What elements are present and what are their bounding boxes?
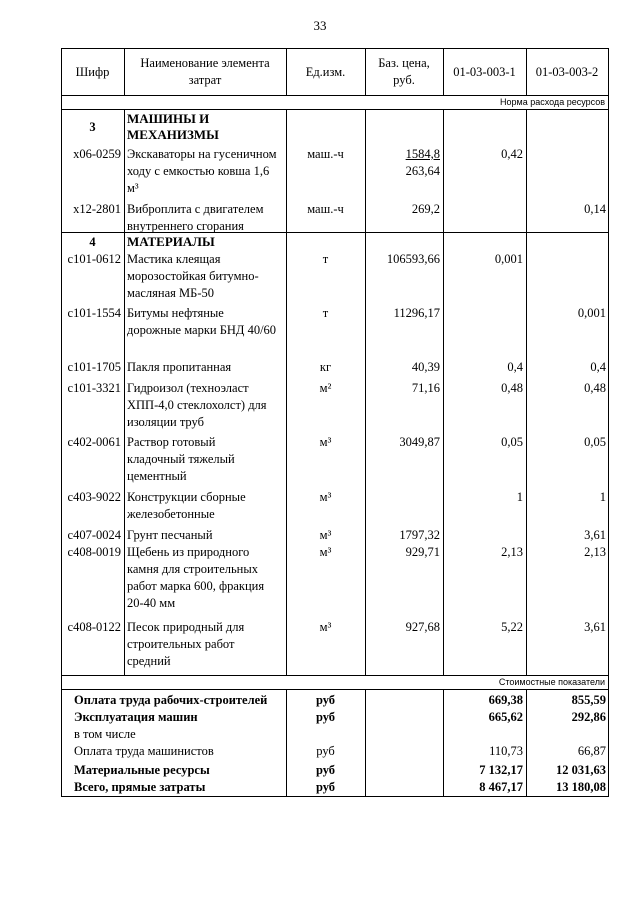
row-price: 269,2 — [411, 202, 440, 216]
header-name-line1: Наименование элемента — [140, 56, 270, 70]
row-name: железобетонные — [127, 507, 215, 521]
header-price-line2: руб. — [393, 73, 415, 87]
row-code: с101-1705 — [67, 360, 121, 374]
summary-label: Оплата труда рабочих-строителей — [74, 693, 268, 707]
header-name-line2: затрат — [188, 73, 222, 87]
row-unit: м³ — [319, 545, 332, 559]
row-name: масляная МБ-50 — [127, 286, 214, 300]
row-code: х06-0259 — [73, 147, 121, 161]
header-code: Шифр — [75, 65, 110, 79]
row-name: Раствор готовый — [127, 435, 216, 449]
row-unit: кг — [319, 360, 332, 374]
summary-col1: 665,62 — [488, 710, 523, 724]
row-code: с407-0024 — [67, 528, 121, 542]
row-price: 1797,32 — [399, 528, 440, 542]
row-col1: 0,001 — [494, 252, 523, 266]
row-price: 1584,8 — [405, 147, 440, 161]
row-col2: 2,13 — [584, 545, 606, 559]
norm-banner: Норма расхода ресурсов — [500, 97, 605, 107]
row-name: Конструкции сборные — [127, 490, 246, 504]
summary-unit: руб — [316, 744, 335, 758]
row-name: средний — [127, 654, 171, 668]
row-code: с402-0061 — [67, 435, 121, 449]
summary-col2: 12 031,63 — [556, 763, 606, 777]
row-col2: 0,14 — [584, 202, 606, 216]
summary-unit: руб — [315, 780, 336, 794]
section-number: 3 — [89, 120, 96, 134]
summary-col1: 110,73 — [489, 744, 523, 758]
summary-unit: руб — [315, 693, 336, 707]
summary-label: Эксплуатация машин — [74, 710, 198, 724]
row-col1: 0,05 — [501, 435, 523, 449]
summary-col2: 855,59 — [571, 693, 606, 707]
section-title: МЕХАНИЗМЫ — [127, 127, 219, 142]
row-unit: м³ — [319, 620, 332, 634]
row-name: Битумы нефтяные — [127, 306, 224, 320]
row-price: 3049,87 — [399, 435, 440, 449]
section-title: МАШИНЫ И — [127, 111, 210, 126]
row-name: внутреннего сгорания — [127, 219, 244, 233]
summary-col1: 669,38 — [488, 693, 523, 707]
summary-col2: 13 180,08 — [556, 780, 606, 794]
row-name: Гидроизол (техноэласт — [127, 381, 249, 395]
row-price: 71,16 — [411, 381, 440, 395]
row-price: 11296,17 — [393, 306, 440, 320]
row-code: с408-0122 — [67, 620, 121, 634]
row-unit: м³ — [319, 490, 332, 504]
row-name: изоляции труб — [127, 415, 204, 429]
section-number: 4 — [89, 235, 96, 249]
summary-col1: 8 467,17 — [479, 780, 523, 794]
summary-unit: руб — [315, 763, 336, 777]
row-price-secondary: 263,64 — [405, 164, 440, 178]
summary-label: Материальные ресурсы — [74, 763, 210, 777]
row-name: ходу с емкостью ковша 1,6 — [127, 164, 270, 178]
cost-banner: Стоимостные показатели — [498, 677, 605, 687]
row-name: дорожные марки БНД 40/60 — [127, 323, 277, 337]
row-unit: т — [322, 252, 329, 266]
summary-col1: 7 132,17 — [479, 763, 523, 777]
header-col1: 01-03-003-1 — [453, 65, 516, 79]
header-unit: Ед.изм. — [305, 65, 346, 79]
row-code: с101-3321 — [67, 381, 121, 395]
row-col2: 0,48 — [584, 381, 606, 395]
row-price: 927,68 — [405, 620, 440, 634]
summary-col2: 292,86 — [571, 710, 606, 724]
row-col2: 3,61 — [584, 620, 606, 634]
row-col1: 0,4 — [507, 360, 523, 374]
row-col2: 0,001 — [577, 306, 606, 320]
row-col1: 0,42 — [501, 147, 523, 161]
row-price: 40,39 — [411, 360, 440, 374]
row-name: Экскаваторы на гусеничном — [127, 147, 277, 161]
row-col1: 2,13 — [501, 545, 523, 559]
row-code: с101-1554 — [67, 306, 121, 320]
row-name: работ марка 600, фракция — [127, 579, 265, 593]
row-col2: 0,4 — [590, 360, 606, 374]
row-code: с101-0612 — [67, 252, 121, 266]
row-unit: м³ — [319, 528, 332, 542]
row-name: кладочный тяжелый — [127, 452, 235, 466]
row-col1: 5,22 — [501, 620, 523, 634]
row-name: 20-40 мм — [127, 596, 176, 610]
row-name: морозостойкая битумно- — [127, 269, 259, 283]
row-unit: м² — [319, 381, 332, 395]
row-code: с403-9022 — [67, 490, 121, 504]
row-name: камня для строительных — [127, 562, 259, 576]
summary-label: Оплата труда машинистов — [74, 744, 214, 758]
row-unit: м³ — [319, 435, 332, 449]
summary-unit: руб — [315, 710, 336, 724]
row-name: строительных работ — [127, 637, 235, 651]
page-number: 33 — [313, 18, 327, 33]
section-title: МАТЕРИАЛЫ — [127, 234, 215, 249]
row-unit: маш.-ч — [307, 202, 344, 216]
row-price: 106593,66 — [386, 252, 440, 266]
row-unit: т — [322, 306, 329, 320]
row-col2: 1 — [599, 490, 606, 504]
header-price-line1: Баз. цена, — [378, 56, 430, 70]
summary-label: Всего, прямые затраты — [74, 780, 206, 794]
row-unit: маш.-ч — [307, 147, 344, 161]
row-col2: 3,61 — [584, 528, 606, 542]
row-name: Пакля пропитанная — [127, 360, 232, 374]
row-name: Щебень из природного — [127, 545, 250, 559]
header-col2: 01-03-003-2 — [535, 65, 599, 79]
row-code: с408-0019 — [67, 545, 121, 559]
row-name: Виброплита с двигателем — [127, 202, 264, 216]
row-price: 929,71 — [405, 545, 440, 559]
row-name: м³ — [127, 181, 139, 195]
row-col1: 1 — [516, 490, 523, 504]
row-name: ХПП-4,0 стеклохолст) для — [127, 398, 267, 412]
row-col1: 0,48 — [501, 381, 523, 395]
summary-col2: 66,87 — [577, 744, 606, 758]
row-name: Мастика клеящая — [127, 252, 221, 266]
row-code: х12-2801 — [73, 202, 121, 216]
row-col2: 0,05 — [584, 435, 606, 449]
row-name: цементный — [127, 469, 187, 483]
summary-label: в том числе — [74, 727, 136, 741]
row-name: Песок природный для — [127, 620, 245, 634]
row-name: Грунт песчаный — [127, 528, 213, 542]
